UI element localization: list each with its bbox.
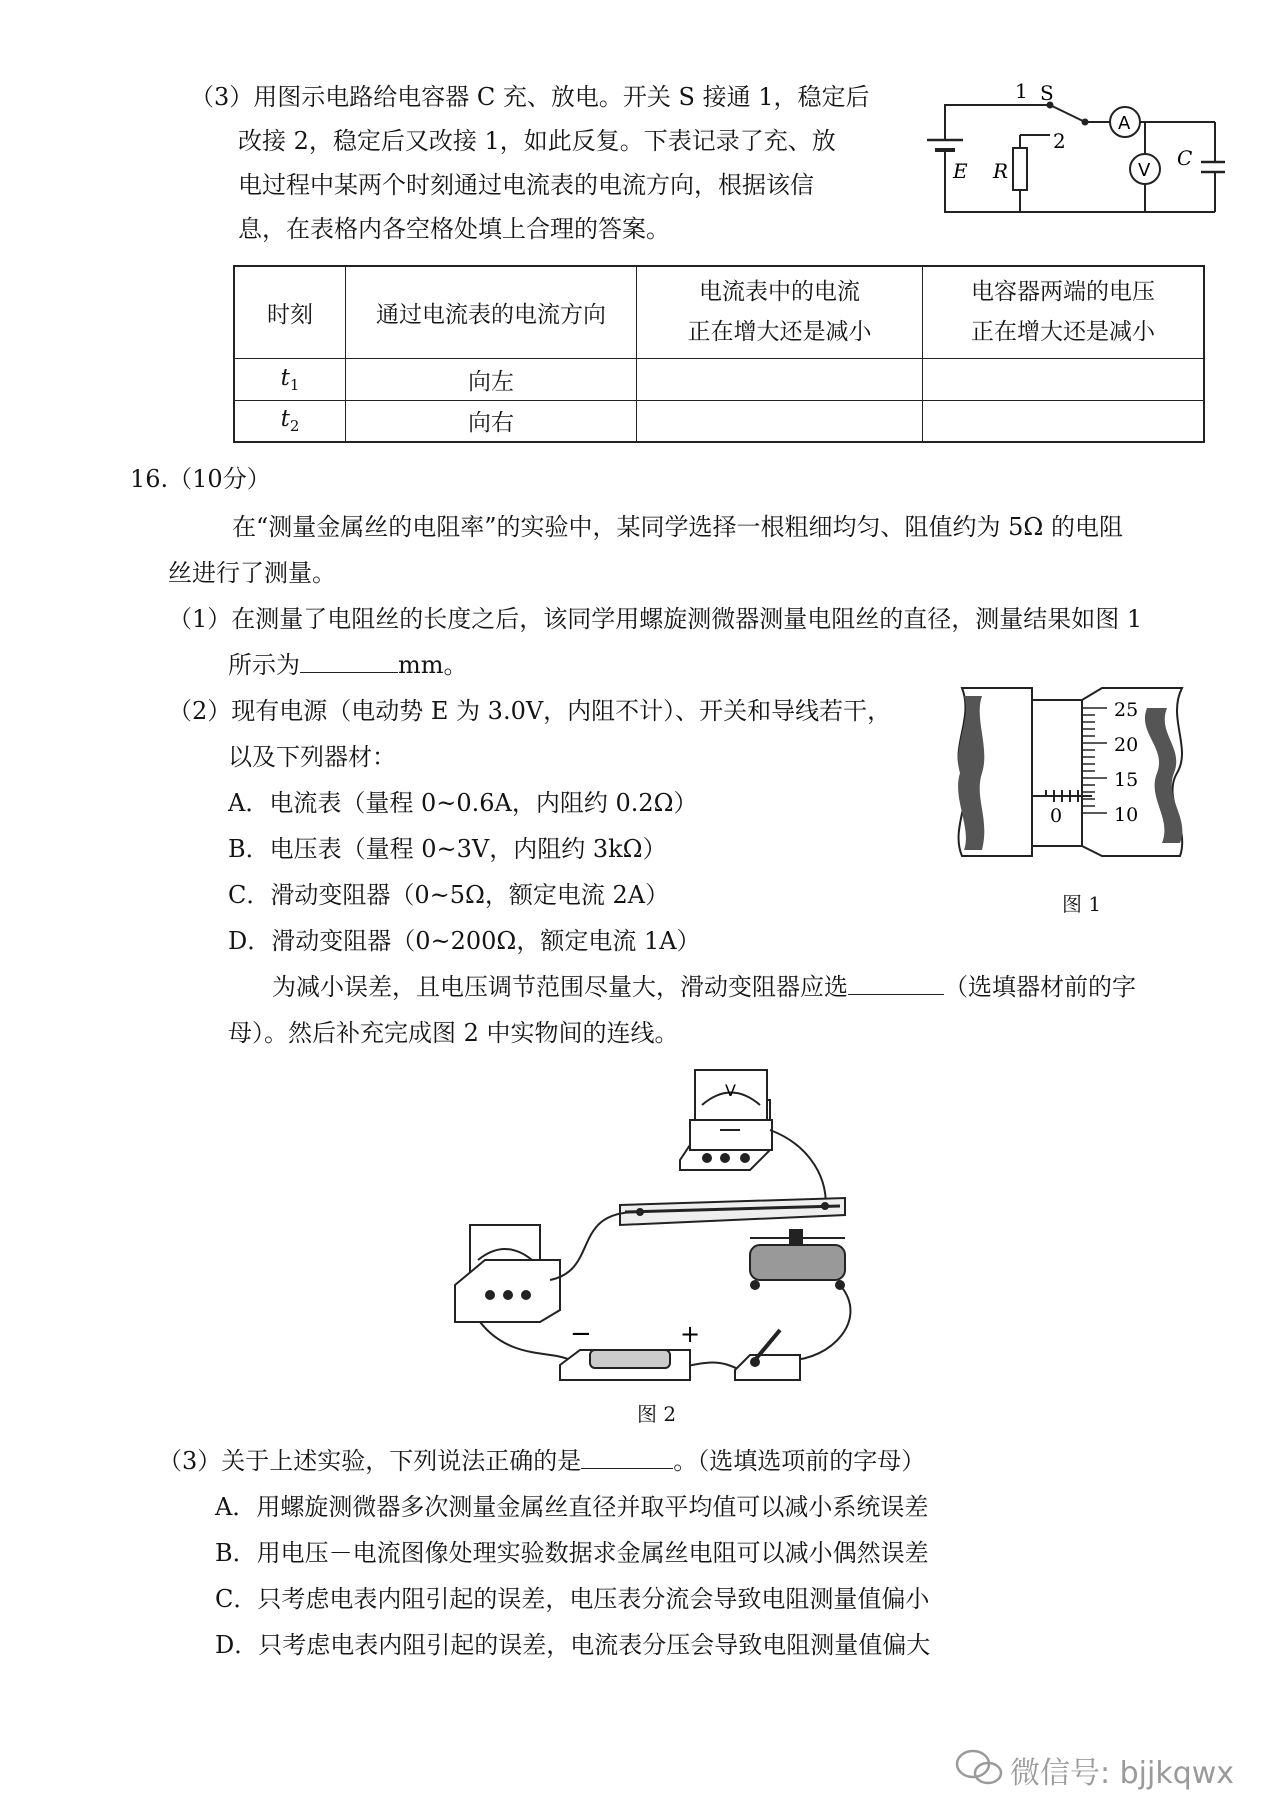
battery-minus-label: − bbox=[570, 1319, 592, 1349]
battery-holder bbox=[560, 1350, 690, 1380]
option-d: D．滑动变阻器（0~200Ω，额定电流 1A） bbox=[228, 927, 701, 955]
q16-intro-2: 丝进行了测量。 bbox=[168, 559, 336, 587]
p3-option-a: A．用螺旋测微器多次测量金属丝直径并取平均值可以减小系统误差 bbox=[215, 1493, 929, 1521]
figure-1-caption: 图 1 bbox=[1062, 892, 1102, 916]
ammeter-label: A bbox=[1118, 113, 1131, 134]
q16-p2-question-line2: 母）。然后补充完成图 2 中实物间的连线。 bbox=[228, 1019, 679, 1047]
header-voltage: 电容器两端的电压 正在增大还是减小 bbox=[923, 266, 1205, 358]
q16-p3-question: （3）关于上述实验，下列说法正确的是 。（选填选项前的字母） bbox=[158, 1444, 925, 1478]
p3-answer-blank[interactable] bbox=[581, 1444, 673, 1469]
capacitor-label: C bbox=[1177, 146, 1193, 170]
table-row bbox=[234, 400, 1204, 442]
option-c: C．滑动变阻器（0~5Ω，额定电流 2A） bbox=[228, 881, 670, 909]
p3-option-c: C．只考虑电表内阻引起的误差，电压表分流会导致电阻测量值偏小 bbox=[215, 1585, 930, 1613]
header-direction: 通过电流表的电流方向 bbox=[346, 266, 637, 358]
answer-table bbox=[233, 265, 1205, 443]
q16-p1-line1: （1）在测量了电阻丝的长度之后，该同学用螺旋测微器测量电阻丝的直径，测量结果如图 1 bbox=[168, 605, 1143, 633]
watermark-text: 微信号: bjjkqwx bbox=[1010, 1756, 1235, 1791]
q16-p2-question: 为减小误差，且电压调节范围尽量大，滑动变阻器应选 （选填器材前的字 bbox=[272, 970, 1136, 1004]
rheostat-device bbox=[750, 1230, 845, 1289]
tick-label: 15 bbox=[1114, 769, 1139, 791]
q16-intro-1: 在“测量金属丝的电阻率”的实验中，某同学选择一根粗细均匀、阻值约为 5Ω 的电阻 bbox=[232, 513, 1123, 541]
header-time: 时刻 bbox=[234, 266, 346, 358]
switch-pos-1-label: 1 bbox=[1015, 80, 1028, 103]
row-direction: 向右 bbox=[346, 400, 637, 442]
battery-label: E bbox=[953, 159, 968, 183]
q15-p3-line1: （3）用图示电路给电容器 C 充、放电。开关 S 接通 1，稳定后 bbox=[190, 83, 870, 111]
q15-p3-line2: 改接 2，稳定后又改接 1，如此反复。下表记录了充、放 bbox=[238, 127, 836, 155]
q16-heading: 16.（10分） bbox=[130, 465, 271, 493]
switch-label: S bbox=[1040, 81, 1054, 105]
q15-p3-line3: 电过程中某两个时刻通过电流表的电流方向，根据该信 bbox=[238, 171, 814, 199]
tick-label: 20 bbox=[1114, 734, 1139, 756]
row-time: $t_2$ bbox=[234, 400, 346, 442]
tick-label: 10 bbox=[1114, 804, 1139, 826]
row-time: $t_1$ bbox=[234, 358, 346, 400]
rheostat-blank[interactable] bbox=[848, 970, 944, 995]
resistor-label: R bbox=[993, 159, 1009, 183]
q16-p2-line1: （2）现有电源（电动势 E 为 3.0V，内阻不计）、开关和导线若干， bbox=[168, 697, 892, 725]
battery-plus-label: + bbox=[680, 1320, 701, 1348]
p3-option-d: D．只考虑电表内阻引起的误差，电流表分压会导致电阻测量值偏大 bbox=[215, 1631, 931, 1659]
q16-p1-line2: 所示为 mm。 bbox=[228, 648, 468, 682]
wechat-icon bbox=[955, 1748, 1005, 1788]
table-row bbox=[234, 358, 1204, 400]
sleeve-zero-label: 0 bbox=[1050, 805, 1063, 827]
row-direction: 向左 bbox=[346, 358, 637, 400]
q16-p2-line2: 以及下列器材： bbox=[228, 743, 396, 771]
micrometer-figure bbox=[952, 678, 1192, 868]
knife-switch bbox=[735, 1330, 800, 1380]
option-b: B．电压表（量程 0~3V，内阻约 3kΩ） bbox=[228, 835, 667, 863]
switch-pos-2-label: 2 bbox=[1053, 129, 1066, 153]
apparatus-figure bbox=[450, 1060, 870, 1390]
tick-label: 25 bbox=[1114, 699, 1139, 721]
rc-circuit-diagram bbox=[915, 80, 1225, 220]
voltmeter-label: V bbox=[1138, 160, 1151, 181]
row-current-blank[interactable] bbox=[637, 358, 923, 400]
row-current-blank[interactable] bbox=[637, 400, 923, 442]
row-voltage-blank[interactable] bbox=[923, 358, 1205, 400]
header-current: 电流表中的电流 正在增大还是减小 bbox=[637, 266, 923, 358]
option-a: A．电流表（量程 0~0.6A，内阻约 0.2Ω） bbox=[228, 789, 698, 817]
q15-p3-line4: 息，在表格内各空格处填上合理的答案。 bbox=[238, 215, 670, 243]
ammeter-device bbox=[455, 1225, 560, 1322]
diameter-blank[interactable] bbox=[300, 648, 398, 673]
figure-2-caption: 图 2 bbox=[637, 1402, 677, 1426]
p3-option-b: B．用电压－电流图像处理实验数据求金属丝电阻可以减小偶然误差 bbox=[215, 1539, 929, 1567]
row-voltage-blank[interactable] bbox=[923, 400, 1205, 442]
resistance-wire-board bbox=[620, 1198, 845, 1225]
voltmeter-face-label: V bbox=[725, 1081, 736, 1100]
